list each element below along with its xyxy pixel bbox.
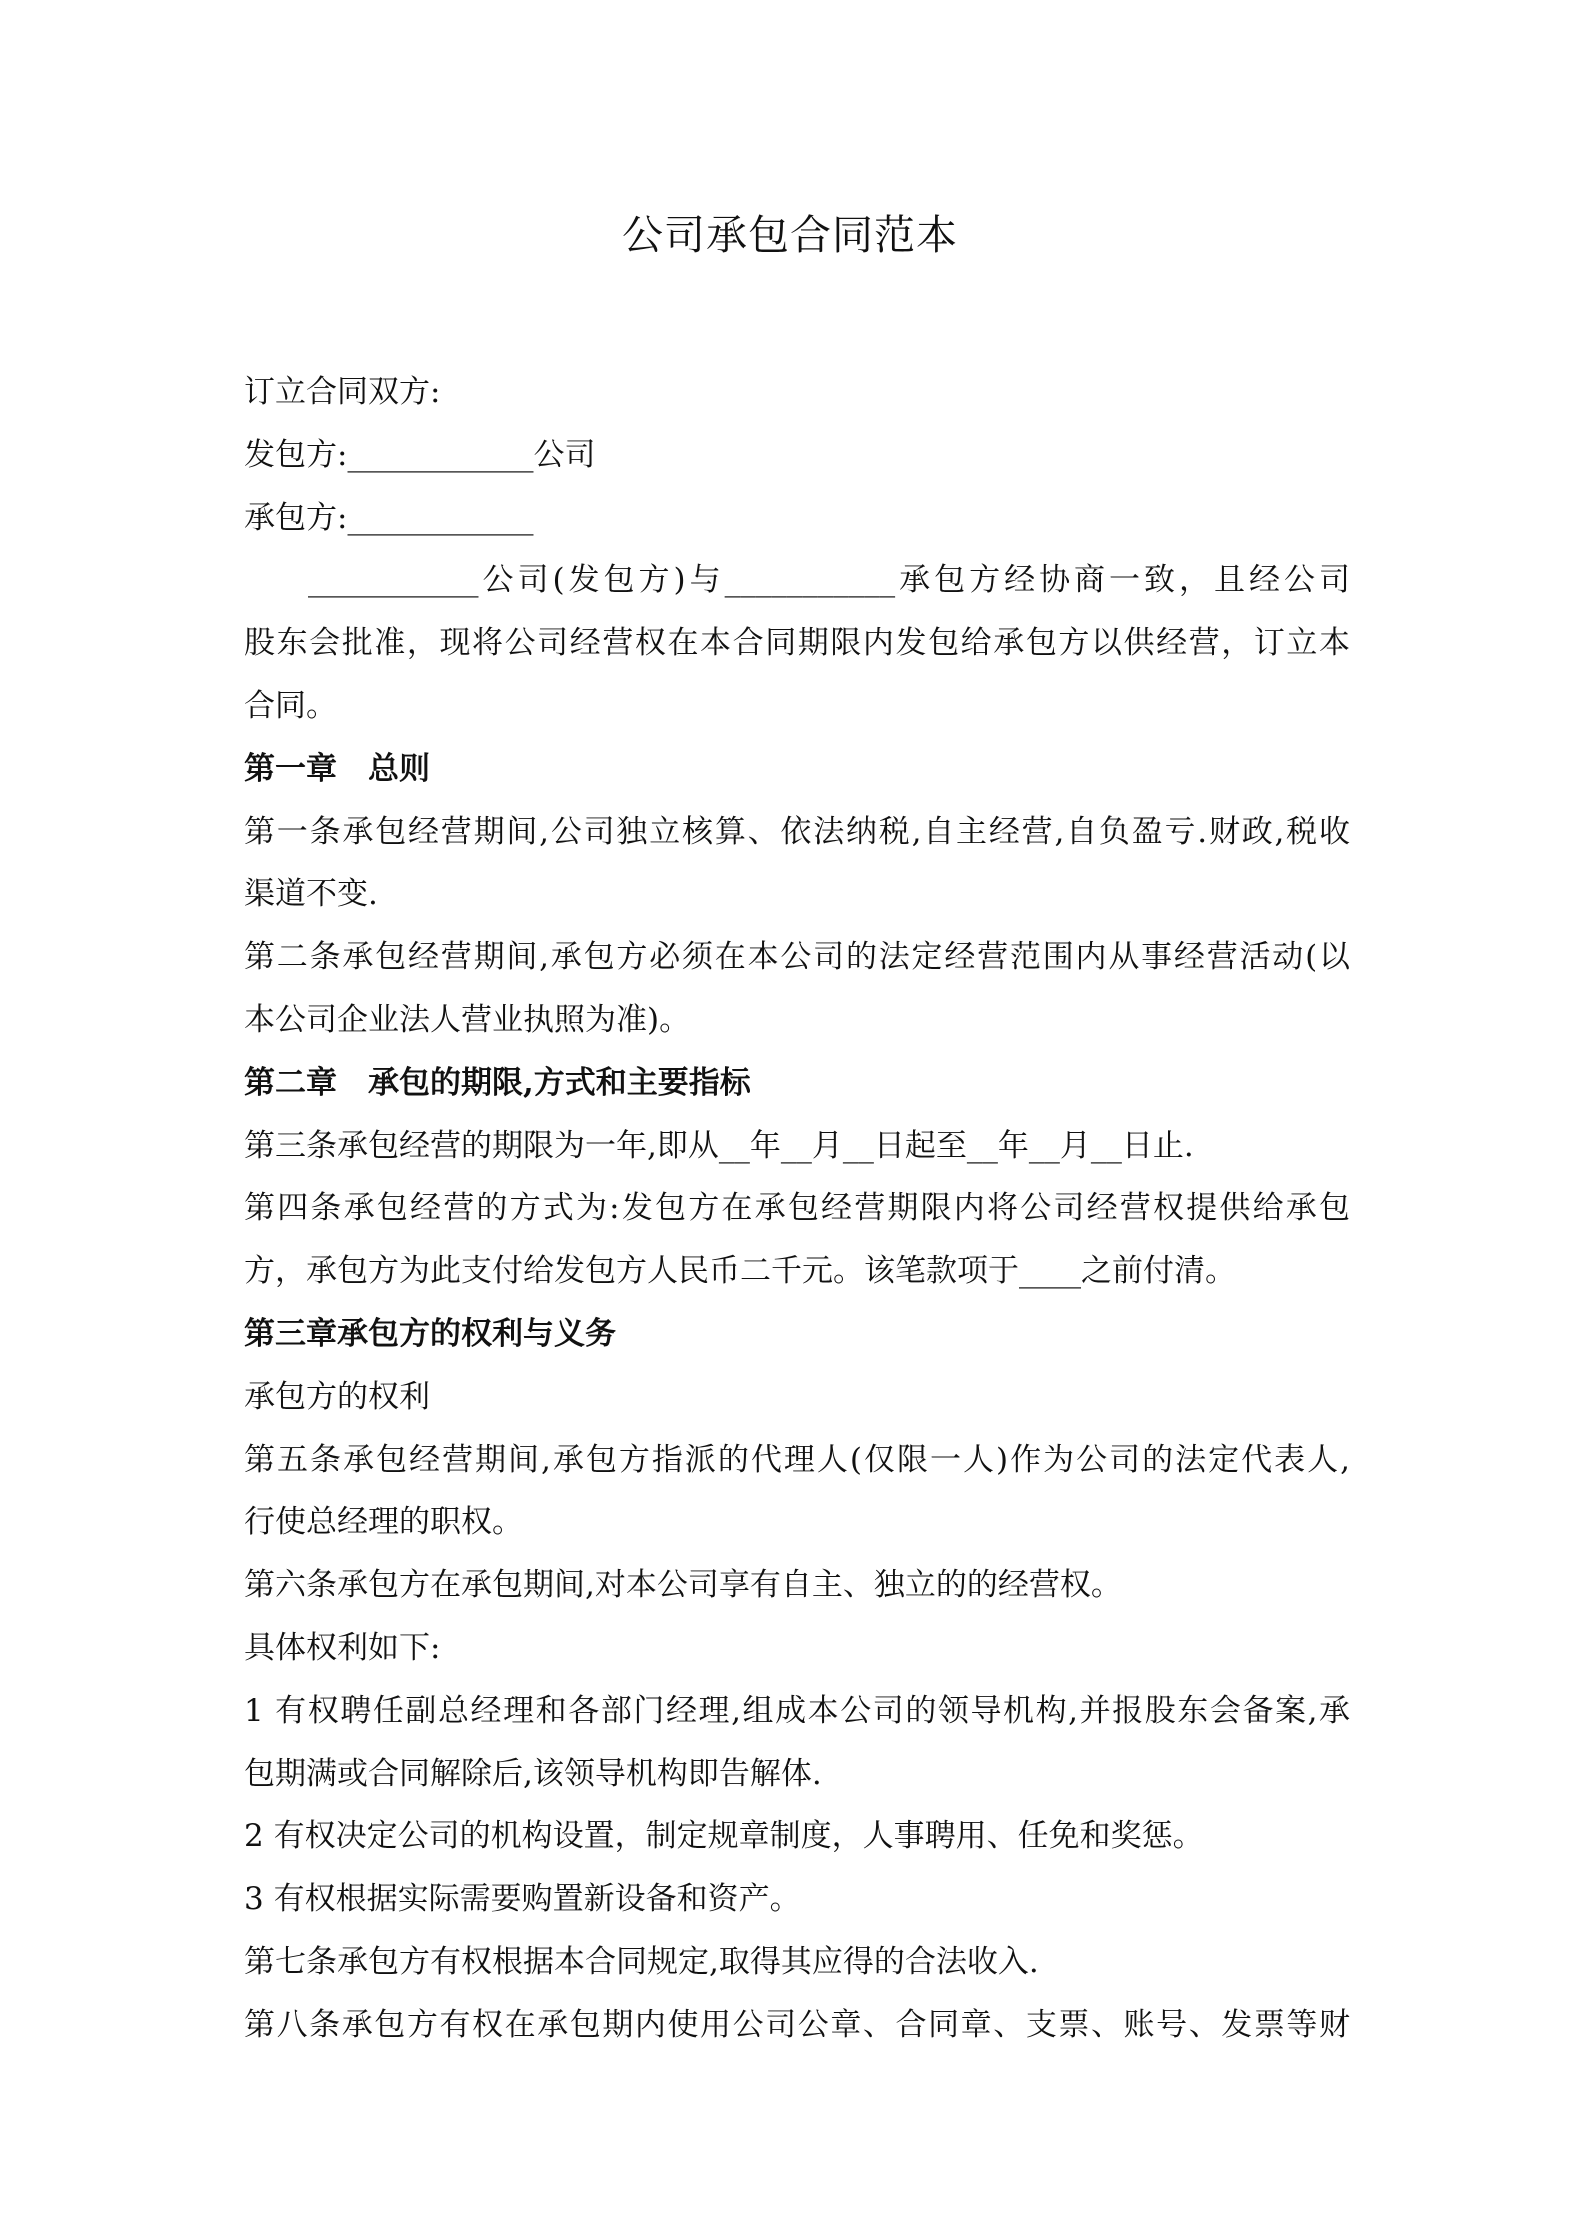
text-line: 第五条承包经营期间,承包方指派的代理人(仅限一人)作为公司的法定代表人, <box>244 1441 1350 1478</box>
text-line: 承包方:____________ <box>244 499 534 536</box>
text-line: 1 有权聘任副总经理和各部门经理,组成本公司的领导机构,并报股东会备案,承 <box>244 1692 1350 1729</box>
text-line: 本公司企业法人营业执照为准)。 <box>244 1001 691 1038</box>
text-line: 发包方:____________公司 <box>244 436 596 473</box>
document-title: 公司承包合同范本 <box>622 211 958 259</box>
text-line: 股东会批准，现将公司经营权在本合同期限内发包给承包方以供经营，订立本 <box>244 625 1350 662</box>
chapter-heading: 第二章 承包的期限,方式和主要指标 <box>244 1064 751 1101</box>
chapter-heading: 第三章承包方的权利与义务 <box>244 1315 616 1352</box>
text-line: 第七条承包方有权根据本合同规定,取得其应得的合法收入. <box>244 1943 1039 1980</box>
text-line: 第三条承包经营的期限为一年,即从__年__月__日起至__年__月__日止. <box>244 1127 1194 1164</box>
text-line: 具体权利如下: <box>244 1629 441 1666</box>
text-line: 第八条承包方有权在承包期内使用公司公章、合同章、支票、账号、发票等财 <box>244 2006 1350 2043</box>
text-line: 第六条承包方在承包期间,对本公司享有自主、独立的的经营权。 <box>244 1567 1122 1604</box>
text-line: 方，承包方为此支付给发包方人民币二千元。该笔款项于____之前付清。 <box>244 1253 1236 1290</box>
text-line: 订立合同双方: <box>244 374 441 410</box>
text-line: 包期满或合同解除后,该领导机构即告解体. <box>244 1755 822 1792</box>
text-line: 2 有权决定公司的机构设置，制定规章制度，人事聘用、任免和奖惩。 <box>244 1818 1204 1855</box>
text-line: 渠道不变. <box>244 876 378 913</box>
text-line: 3 有权根据实际需要购置新设备和资产。 <box>244 1881 801 1918</box>
text-line: 合同。 <box>244 687 337 724</box>
text-line: 第四条承包经营的方式为:发包方在承包经营期限内将公司经营权提供给承包 <box>244 1190 1350 1227</box>
text-line: 承包方的权利 <box>244 1378 430 1415</box>
text-line: 第二条承包经营期间,承包方必须在本公司的法定经营范围内从事经营活动(以 <box>244 939 1350 976</box>
chapter-heading: 第一章 总则 <box>244 750 430 787</box>
text-line: 第一条承包经营期间,公司独立核算、依法纳税,自主经营,自负盈亏.财政,税收 <box>244 813 1350 850</box>
text-line: 行使总经理的职权。 <box>244 1504 523 1541</box>
text-line: ___________公司(发包方)与___________承包方经协商一致，且经公司 <box>308 562 1350 599</box>
document-body <box>244 361 1350 2057</box>
